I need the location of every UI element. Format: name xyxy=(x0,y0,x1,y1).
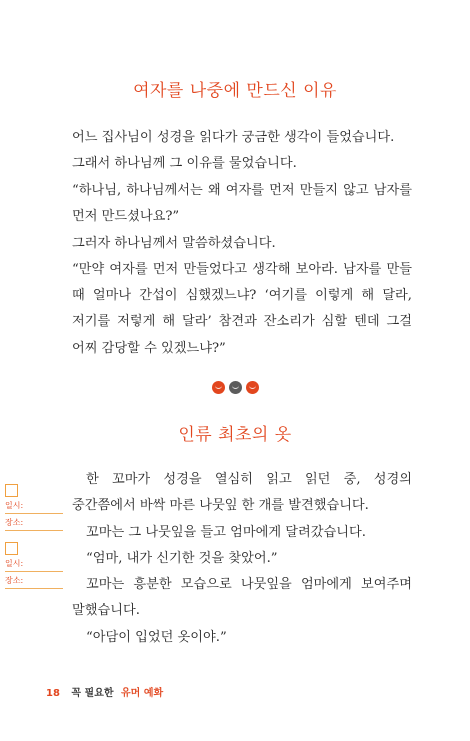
checkbox-icon xyxy=(5,542,18,555)
smiley-dot-icon xyxy=(229,381,242,394)
memo-block xyxy=(5,484,63,531)
page-number: 18 xyxy=(46,688,60,699)
paragraph: “엄마, 내가 신기한 것을 찾았어.” xyxy=(86,551,278,566)
section-title: 여자를 나중에 만드신 이유 xyxy=(133,81,337,101)
smiley-dot-icon xyxy=(212,381,225,394)
paragraph: 그래서 하나님께 그 이유를 물었습니다. xyxy=(72,156,297,171)
memo-date-line: 일시: xyxy=(5,497,63,514)
memo-place-line: 장소: xyxy=(5,572,63,589)
paragraph: 꼬마는 흥분한 모습으로 나뭇잎을 엄마에게 보여주며 말했습니다. xyxy=(72,577,412,619)
book-title-accent: 유머 예화 xyxy=(121,688,164,699)
paragraph: “아담이 입었던 옷이야.” xyxy=(86,630,227,645)
checkbox-icon xyxy=(5,484,18,497)
ornament-divider xyxy=(0,381,470,394)
memo-block xyxy=(5,542,63,589)
section-title: 인류 최초의 옷 xyxy=(178,425,292,445)
paragraph: “만약 여자를 먼저 만들었다고 생각해 보아라. 남자를 만들 때 얼마나 간섭이 심했겠느냐? ‘여기를 이렇게 해 달라, 저기를 저렇게 해 달라’ 참견과 잔소리가 심할 텐데 그걸 어찌 감당할 수 있겠느냐?” xyxy=(72,262,412,356)
paragraph: 꼬마는 그 나뭇잎을 들고 엄마에게 달려갔습니다. xyxy=(86,525,366,540)
paragraph: 한 꼬마가 성경을 열심히 읽고 읽던 중, 성경의 중간쯤에서 바싹 마른 나뭇잎 한 개를 발견했습니다. xyxy=(72,472,412,514)
memo-date-line: 일시: xyxy=(5,555,63,572)
paragraph: 그러자 하나님께서 말씀하셨습니다. xyxy=(72,236,276,251)
book-title: 꼭 필요한 xyxy=(71,688,114,699)
paragraph: “하나님, 하나님께서는 왜 여자를 먼저 만들지 않고 남자를 먼저 만드셨나요?” xyxy=(72,183,412,225)
paragraph: 어느 집사님이 성경을 읽다가 궁금한 생각이 들었습니다. xyxy=(72,130,395,145)
memo-place-line: 장소: xyxy=(5,514,63,531)
smiley-dot-icon xyxy=(246,381,259,394)
page-footer xyxy=(46,684,163,699)
